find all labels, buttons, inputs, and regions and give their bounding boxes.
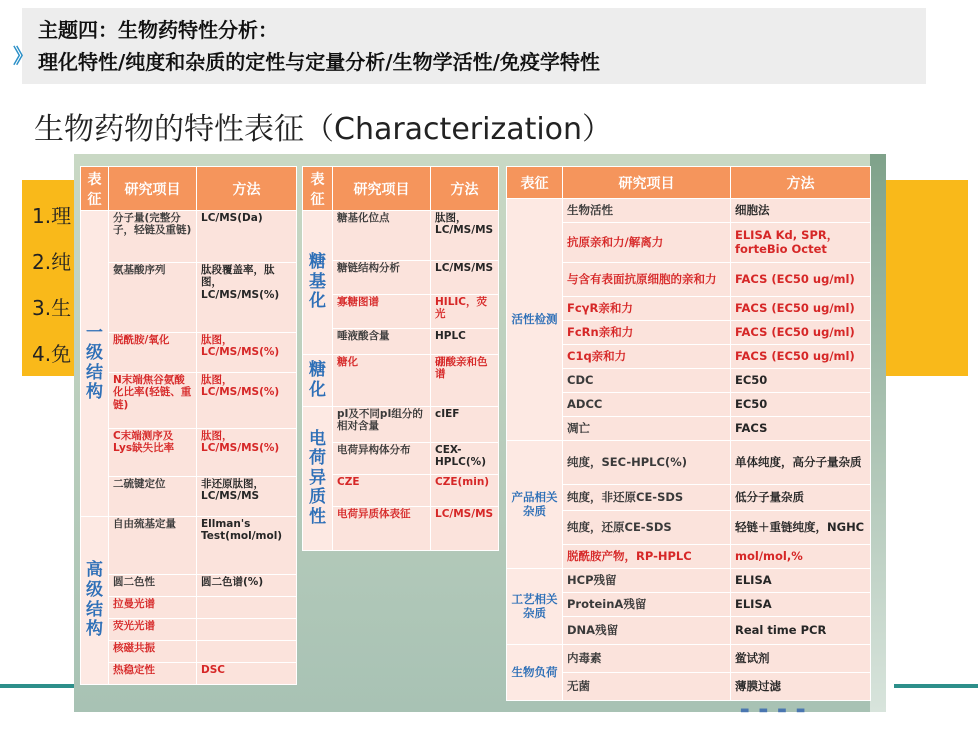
method-cell: FACS (EC50 ug/ml) xyxy=(731,297,871,321)
image-footer-marks: ▬ ▬ ▬ ▬ xyxy=(740,705,809,716)
item-cell: CDC xyxy=(563,369,731,393)
method-cell: HILIC，荧光 xyxy=(431,295,499,329)
method-cell xyxy=(197,619,297,641)
item-cell: 氨基酸序列 xyxy=(109,263,197,333)
item-cell: 电荷异质体表征 xyxy=(333,507,431,551)
column-header: 表征 xyxy=(303,167,333,211)
item-cell: 自由巯基定量 xyxy=(109,517,197,575)
method-cell: 非还原肽图，LC/MS/MS xyxy=(197,477,297,517)
table-header-row xyxy=(81,167,297,211)
table-row xyxy=(303,475,499,507)
item-cell: N末端焦谷氨酸化比率(轻链、重链) xyxy=(109,373,197,429)
category-cell: 产品相关杂质 xyxy=(507,441,563,569)
item-cell: 电荷异构体分布 xyxy=(333,443,431,475)
table-row xyxy=(303,443,499,475)
method-cell: LC/MS(Da) xyxy=(197,211,297,263)
column-header: 表征 xyxy=(81,167,109,211)
table-row xyxy=(507,645,871,673)
table-row xyxy=(81,597,297,619)
table-row xyxy=(303,407,499,443)
column-header: 研究项目 xyxy=(333,167,431,211)
item-cell: 脱酰胺/氧化 xyxy=(109,333,197,373)
item-cell: 脱酰胺产物，RP-HPLC xyxy=(563,545,731,569)
table-header-row xyxy=(507,167,871,199)
category-cell: 糖化 xyxy=(303,355,333,407)
category-cell: 工艺相关杂质 xyxy=(507,569,563,645)
method-cell: EC50 xyxy=(731,369,871,393)
method-cell: LC/MS/MS xyxy=(431,507,499,551)
column-header: 方法 xyxy=(197,167,297,211)
item-cell: 凋亡 xyxy=(563,417,731,441)
column-header: 研究项目 xyxy=(109,167,197,211)
method-cell: Ellman's Test(mol/mol) xyxy=(197,517,297,575)
item-cell: C1q亲和力 xyxy=(563,345,731,369)
method-cell: Real time PCR xyxy=(731,617,871,645)
item-cell: 糖基化位点 xyxy=(333,211,431,261)
item-cell: 核磁共振 xyxy=(109,641,197,663)
column-header: 方法 xyxy=(431,167,499,211)
corner-arrow-icon: 》 xyxy=(13,44,33,68)
category-cell: 活性检测 xyxy=(507,199,563,441)
divider-left xyxy=(0,684,80,688)
method-cell: 肽段覆盖率，肽图，LC/MS/MS(%) xyxy=(197,263,297,333)
table-header-row xyxy=(303,167,499,211)
table-row xyxy=(507,569,871,593)
table-row xyxy=(81,517,297,575)
table-row xyxy=(81,663,297,685)
table-row xyxy=(507,199,871,223)
table-primary-structure xyxy=(80,166,297,685)
item-cell: 纯度，还原CE-SDS xyxy=(563,511,731,545)
item-cell: 无菌 xyxy=(563,673,731,701)
item-cell: 热稳定性 xyxy=(109,663,197,685)
table-row xyxy=(507,441,871,485)
column-header: 研究项目 xyxy=(563,167,731,199)
item-cell: 纯度，非还原CE-SDS xyxy=(563,485,731,511)
item-cell: 唾液酸含量 xyxy=(333,329,431,355)
method-cell: CZE(min) xyxy=(431,475,499,507)
method-cell: HPLC xyxy=(431,329,499,355)
method-cell: EC50 xyxy=(731,393,871,417)
method-cell: 轻链＋重链纯度，NGHC xyxy=(731,511,871,545)
item-cell: 生物活性 xyxy=(563,199,731,223)
method-cell: ELISA xyxy=(731,569,871,593)
item-cell: 糖化 xyxy=(333,355,431,407)
table-row xyxy=(81,619,297,641)
background-list-item: 4.免 xyxy=(32,342,72,366)
divider-right xyxy=(894,684,978,688)
item-cell: FcγR亲和力 xyxy=(563,297,731,321)
method-cell xyxy=(197,597,297,619)
method-cell: cIEF xyxy=(431,407,499,443)
item-cell: 纯度，SEC-HPLC(%) xyxy=(563,441,731,485)
category-cell: 生物负荷 xyxy=(507,645,563,701)
table-row xyxy=(81,373,297,429)
method-cell: 薄膜过滤 xyxy=(731,673,871,701)
table-row xyxy=(81,211,297,263)
method-cell: DSC xyxy=(197,663,297,685)
method-cell: 低分子量杂质 xyxy=(731,485,871,511)
table-activity-impurity xyxy=(506,166,871,701)
table-row xyxy=(81,333,297,373)
background-list-item: 3.生 xyxy=(32,296,72,320)
item-cell: ProteinA残留 xyxy=(563,593,731,617)
background-list-item: 1.理 xyxy=(32,204,72,228)
item-cell: 抗原亲和力/解离力 xyxy=(563,223,731,263)
page-subtitle: 生物药物的特性表征（Characterization） xyxy=(34,112,613,147)
method-cell: LC/MS/MS xyxy=(431,261,499,295)
method-cell: FACS (EC50 ug/ml) xyxy=(731,345,871,369)
method-cell: 硼酸亲和色谱 xyxy=(431,355,499,407)
category-cell: 一级结构 xyxy=(81,211,109,517)
method-cell: 圆二色谱(%) xyxy=(197,575,297,597)
item-cell: 内毒素 xyxy=(563,645,731,673)
item-cell: FcRn亲和力 xyxy=(563,321,731,345)
item-cell: 圆二色性 xyxy=(109,575,197,597)
item-cell: HCP残留 xyxy=(563,569,731,593)
header-title-line2: 理化特性/纯度和杂质的定性与定量分析/生物学活性/免疫学特性 xyxy=(38,50,600,74)
category-cell: 高级结构 xyxy=(81,517,109,685)
table-body xyxy=(81,167,297,685)
item-cell: 寡糖图谱 xyxy=(333,295,431,329)
item-cell: C末端测序及Lys缺失比率 xyxy=(109,429,197,477)
item-cell: 拉曼光谱 xyxy=(109,597,197,619)
category-cell: 电荷异质性 xyxy=(303,407,333,551)
category-cell: 糖基化 xyxy=(303,211,333,355)
item-cell: 二硫键定位 xyxy=(109,477,197,517)
table-row xyxy=(81,477,297,517)
table-body xyxy=(507,167,871,701)
method-cell: FACS (EC50 ug/ml) xyxy=(731,321,871,345)
table-glycosylation-charge xyxy=(302,166,499,551)
table-row xyxy=(303,329,499,355)
method-cell: FACS xyxy=(731,417,871,441)
table-row xyxy=(303,355,499,407)
table-row xyxy=(303,211,499,261)
table-row xyxy=(81,575,297,597)
item-cell: CZE xyxy=(333,475,431,507)
method-cell: 肽图，LC/MS/MS(%) xyxy=(197,429,297,477)
header-title-line1: 主题四：生物药特性分析： xyxy=(38,18,278,42)
item-cell: 荧光光谱 xyxy=(109,619,197,641)
method-cell: 鲎试剂 xyxy=(731,645,871,673)
method-cell: 单体纯度，高分子量杂质 xyxy=(731,441,871,485)
item-cell: 分子量(完整分子，轻链及重链) xyxy=(109,211,197,263)
column-header: 方法 xyxy=(731,167,871,199)
method-cell: 肽图，LC/MS/MS xyxy=(431,211,499,261)
column-header: 表征 xyxy=(507,167,563,199)
item-cell: pI及不同pI组分的相对含量 xyxy=(333,407,431,443)
background-list-item: 2.纯 xyxy=(32,250,72,274)
method-cell: ELISA xyxy=(731,593,871,617)
method-cell: 细胞法 xyxy=(731,199,871,223)
method-cell xyxy=(197,641,297,663)
method-cell: FACS (EC50 ug/ml) xyxy=(731,263,871,297)
method-cell: 肽图，LC/MS/MS(%) xyxy=(197,373,297,429)
method-cell: CEX-HPLC(%) xyxy=(431,443,499,475)
table-body xyxy=(303,167,499,551)
table-row xyxy=(81,263,297,333)
table-row xyxy=(81,429,297,477)
item-cell: 与含有表面抗原细胞的亲和力 xyxy=(563,263,731,297)
table-row xyxy=(303,507,499,551)
method-cell: 肽图，LC/MS/MS(%) xyxy=(197,333,297,373)
item-cell: DNA残留 xyxy=(563,617,731,645)
table-row xyxy=(303,261,499,295)
overlay-image-edge xyxy=(870,154,886,712)
table-row xyxy=(303,295,499,329)
method-cell: ELISA Kd, SPR，forteBio Octet xyxy=(731,223,871,263)
method-cell: mol/mol,% xyxy=(731,545,871,569)
item-cell: ADCC xyxy=(563,393,731,417)
item-cell: 糖链结构分析 xyxy=(333,261,431,295)
table-row xyxy=(81,641,297,663)
